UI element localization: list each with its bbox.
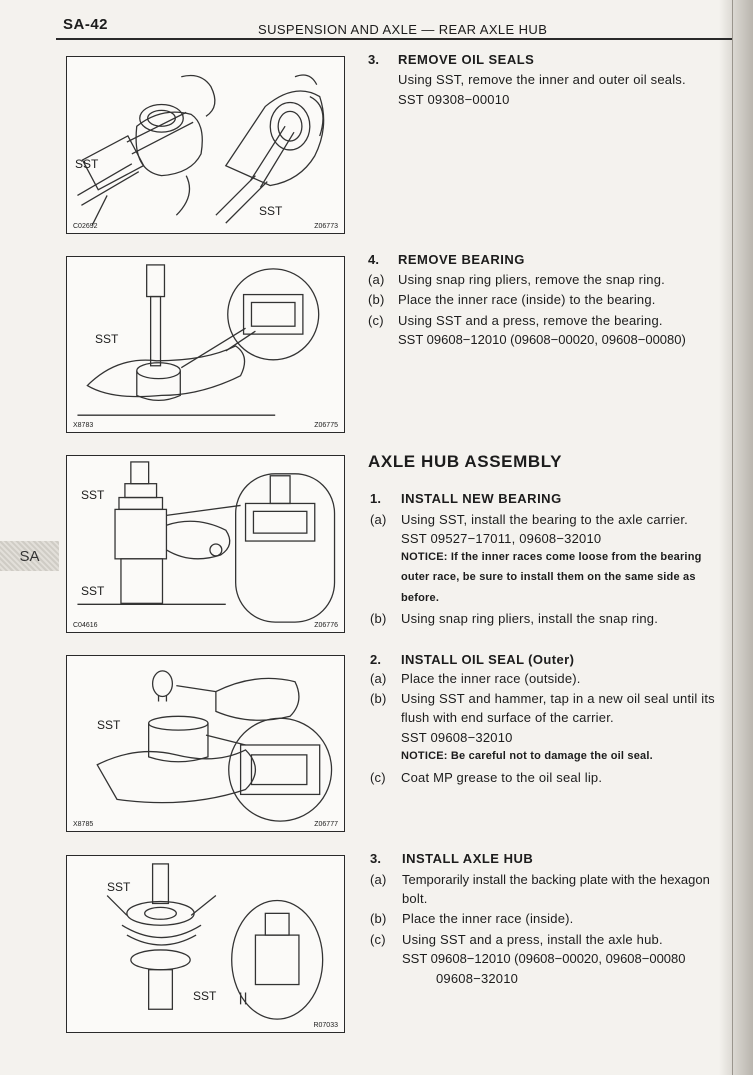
sst-label: SST xyxy=(95,332,119,346)
sst-label: SST xyxy=(97,718,121,732)
item-text-line: flush with end surface of the carrier. xyxy=(401,710,614,725)
item-text-line: Using snap ring pliers, install the snap ring. xyxy=(401,611,659,626)
notice-line: before. xyxy=(401,592,440,604)
figure-remove-bearing xyxy=(66,256,345,433)
item-text-line: SST 09608−12010 (09608−00020, 09608−00080 xyxy=(402,951,686,966)
item-text-line: Using SST and a press, install the axle hub. xyxy=(402,932,663,947)
figure-code-right: Z06777 xyxy=(314,821,338,828)
item-letter: (a) xyxy=(368,272,385,287)
sst-label: SST xyxy=(259,204,283,218)
figure-install-oil-seal xyxy=(66,655,345,832)
item-text-line: Coat MP grease to the oil seal lip. xyxy=(401,770,603,785)
sst-label: SST xyxy=(81,584,105,598)
item-letter: (c) xyxy=(368,313,384,328)
step-text-line: Using SST, remove the inner and outer oil seals. xyxy=(398,72,686,87)
item-text-line: Using snap ring pliers, remove the snap ring. xyxy=(398,272,665,287)
item-text-line: Place the inner race (outside). xyxy=(401,671,581,686)
figure-remove-oil-seals xyxy=(66,56,345,234)
figure-code-left: X8785 xyxy=(73,821,94,828)
item-text-line: SST 09527−17011, 09608−32010 xyxy=(401,531,602,546)
sst-label: SST xyxy=(107,880,131,894)
header-rule xyxy=(56,38,732,40)
section-heading: AXLE HUB ASSEMBLY xyxy=(368,452,563,471)
item-letter: (a) xyxy=(370,512,387,527)
sst-label: SST xyxy=(193,989,217,1003)
item-text-line: bolt. xyxy=(402,891,428,906)
step-number: 4. xyxy=(368,252,380,267)
illustration-oil-seal-removal xyxy=(67,57,344,233)
step-number: 1. xyxy=(370,491,382,506)
item-letter: (b) xyxy=(368,292,385,307)
notice-line: NOTICE: Be careful not to damage the oil seal. xyxy=(401,750,653,762)
step-title: INSTALL NEW BEARING xyxy=(401,491,562,506)
item-letter: (c) xyxy=(370,770,386,785)
step-title: REMOVE OIL SEALS xyxy=(398,52,535,67)
figure-code-left: C02692 xyxy=(73,223,98,230)
figure-code-right: Z06773 xyxy=(314,223,338,230)
illustration-oil-seal-installation xyxy=(67,656,344,831)
item-text-line: Using SST and hammer, tap in a new oil seal until its xyxy=(401,691,715,706)
figure-code-left: C04616 xyxy=(73,622,98,629)
item-letter: (b) xyxy=(370,691,387,706)
figure-code-left: X8783 xyxy=(73,422,94,429)
figure-code-right: R07033 xyxy=(313,1022,338,1029)
item-text-line: Place the inner race (inside). xyxy=(402,911,574,926)
item-text-line: SST 09608−32010 xyxy=(401,730,513,745)
page-header-title: SUSPENSION AND AXLE — REAR AXLE HUB xyxy=(258,22,548,37)
item-letter: (b) xyxy=(370,911,387,926)
item-text-line: Place the inner race (inside) to the bearing. xyxy=(398,292,656,307)
notice-line: outer race, be sure to install them on the same side as xyxy=(401,571,696,583)
item-text-line: SST 09608−12010 (09608−00020, 09608−00080) xyxy=(398,332,686,347)
figure-install-bearing xyxy=(66,455,345,633)
item-text-line: 09608−32010 xyxy=(436,971,519,986)
page-edge-shadow xyxy=(719,0,753,1075)
sst-label: SST xyxy=(75,157,99,171)
figure-install-axle-hub xyxy=(66,855,345,1033)
item-text-line: Using SST and a press, remove the bearing. xyxy=(398,313,663,328)
figure-code-right: Z06776 xyxy=(314,622,338,629)
figure-code-right: Z06775 xyxy=(314,422,338,429)
notice-line: NOTICE: If the inner races come loose from the bearing xyxy=(401,551,702,563)
sst-label: SST xyxy=(81,488,105,502)
item-letter: (b) xyxy=(370,611,387,626)
side-tab-label: SA xyxy=(19,547,40,565)
item-text-line: Temporarily install the backing plate with the hexagon xyxy=(402,872,710,887)
item-letter: (c) xyxy=(370,932,386,947)
step-title: INSTALL AXLE HUB xyxy=(402,851,534,866)
item-letter: (a) xyxy=(370,872,387,887)
section-side-tab xyxy=(0,541,59,571)
item-text-line: Using SST, install the bearing to the axle carrier. xyxy=(401,512,688,527)
step-title: INSTALL OIL SEAL (Outer) xyxy=(401,652,575,667)
step-number: 3. xyxy=(370,851,382,866)
step-number: 2. xyxy=(370,652,382,667)
illustration-bearing-installation xyxy=(67,456,344,632)
page-edge-line xyxy=(732,0,733,1075)
step-number: 3. xyxy=(368,52,380,67)
item-letter: (a) xyxy=(370,671,387,686)
step-text-line: SST 09308−00010 xyxy=(398,92,510,107)
page-number: SA-42 xyxy=(63,16,109,33)
step-title: REMOVE BEARING xyxy=(398,252,525,267)
